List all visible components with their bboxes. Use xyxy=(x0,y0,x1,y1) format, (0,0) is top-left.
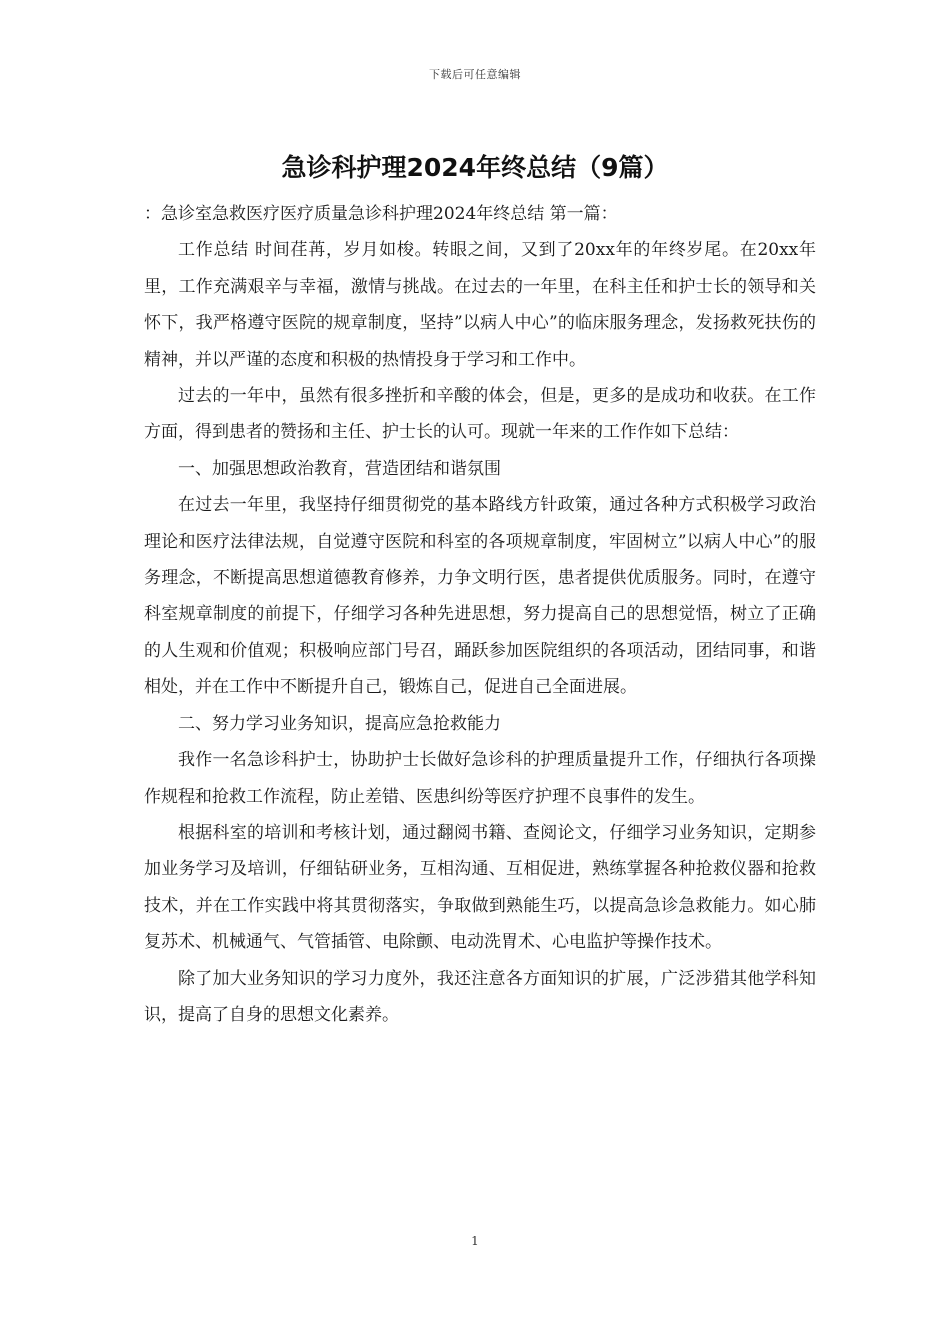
paragraph: 工作总结 时间荏苒，岁月如梭。转眼之间，又到了20xx年的年终岁尾。在20xx年里，工作充满艰辛与幸福，激情与挑战。在过去的一年里，在科主任和护士长的领导和关怀下，我严格遵守医院的规章制度，坚持”以病人中心”的临床服务理念，发扬救死扶伤的精神，并以严谨的态度和积极的热情投身于学习和工作中。 xyxy=(144,240,816,370)
paragraph: 除了加大业务知识的学习力度外，我还注意各方面知识的扩展，广泛涉猎其他学科知识，提高了自身的思想文化素养。 xyxy=(144,968,816,1025)
paragraph: 我作一名急诊科护士，协助护士长做好急诊科的护理质量提升工作，仔细执行各项操作规程和抢救工作流程，防止差错、医患纠纷等医疗护理不良事件的发生。 xyxy=(144,750,816,807)
header-note: 下载后可任意编辑 xyxy=(429,68,521,81)
paragraph: 过去的一年中，虽然有很多挫折和辛酸的体会，但是，更多的是成功和收获。在工作方面，得到患者的赞扬和主任、护士长的认可。现就一年来的工作作如下总结： xyxy=(144,386,816,443)
page-number: 1 xyxy=(471,1234,479,1248)
section-heading-1: 一、加强思想政治教育，营造团结和谐氛围 xyxy=(178,458,501,479)
paragraph-intro: ：急诊室急救医疗医疗质量急诊科护理2024年终总结 第一篇： xyxy=(144,204,618,224)
document-body xyxy=(144,196,816,1033)
paragraph: 根据科室的培训和考核计划，通过翻阅书籍、查阅论文，仔细学习业务知识，定期参加业务学习及培训，仔细钻研业务，互相沟通、互相促进，熟练掌握各种抢救仪器和抢救技术，并在工作实践中将其贯彻落实，争取做到熟能生巧，以提高急诊急救能力。如心肺复苏术、机械通气、气管插管、电除颤、电动洗胃术、心电监护等操作技术。 xyxy=(144,822,816,953)
paragraph: 在过去一年里，我坚持仔细贯彻党的基本路线方针政策，通过各种方式积极学习政治理论和医疗法律法规，自觉遵守医院和科室的各项规章制度，牢固树立”以病人中心”的服务理念，不断提高思想道德教育修养，力争文明行医，患者提供优质服务。同时，在遵守科室规章制度的前提下，仔细学习各种先进思想，努力提高自己的思想觉悟，树立了正确的人生观和价值观；积极响应部门号召，踊跃参加医院组织的各项活动，团结同事，和谐相处，并在工作中不断提升自己，锻炼自己，促进自己全面进展。 xyxy=(144,495,816,698)
section-heading-2: 二、努力学习业务知识，提高应急抢救能力 xyxy=(178,713,501,734)
document-title: 急诊科护理2024年终总结（9篇） xyxy=(281,153,669,182)
